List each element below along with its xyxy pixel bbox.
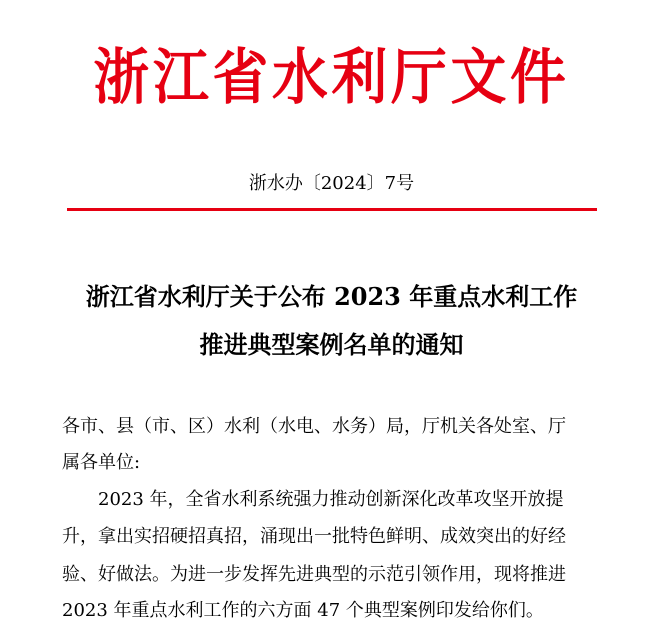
body-paragraph-line-3: 验、好做法。为进一步发挥先进典型的示范引领作用，现将推进 (62, 564, 566, 585)
notice-title-line-2: 推进典型案例名单的通知 (199, 330, 464, 359)
body-paragraph-line-4: 2023 年重点水利工作的六方面 47 个典型案例印发给你们。 (62, 600, 544, 621)
body-paragraph-line-1: 2023 年，全省水利系统强力推动创新深化改革攻坚开放提 (98, 489, 564, 510)
document-number: 浙水办〔2024〕7号 (248, 173, 415, 194)
red-divider-line (67, 208, 597, 211)
addressee-line-2: 属各单位: (62, 452, 141, 473)
addressee-line-1: 各市、县（市、区）水利（水电、水务）局，厅机关各处室、厅 (62, 416, 566, 437)
notice-title-line-1: 浙江省水利厅关于公布 2023 年重点水利工作 (85, 282, 578, 311)
masthead-title: 浙江省水利厅文件 (93, 43, 570, 113)
body-paragraph-line-2: 升，拿出实招硬招真招，涌现出一批特色鲜明、成效突出的好经 (62, 526, 566, 547)
